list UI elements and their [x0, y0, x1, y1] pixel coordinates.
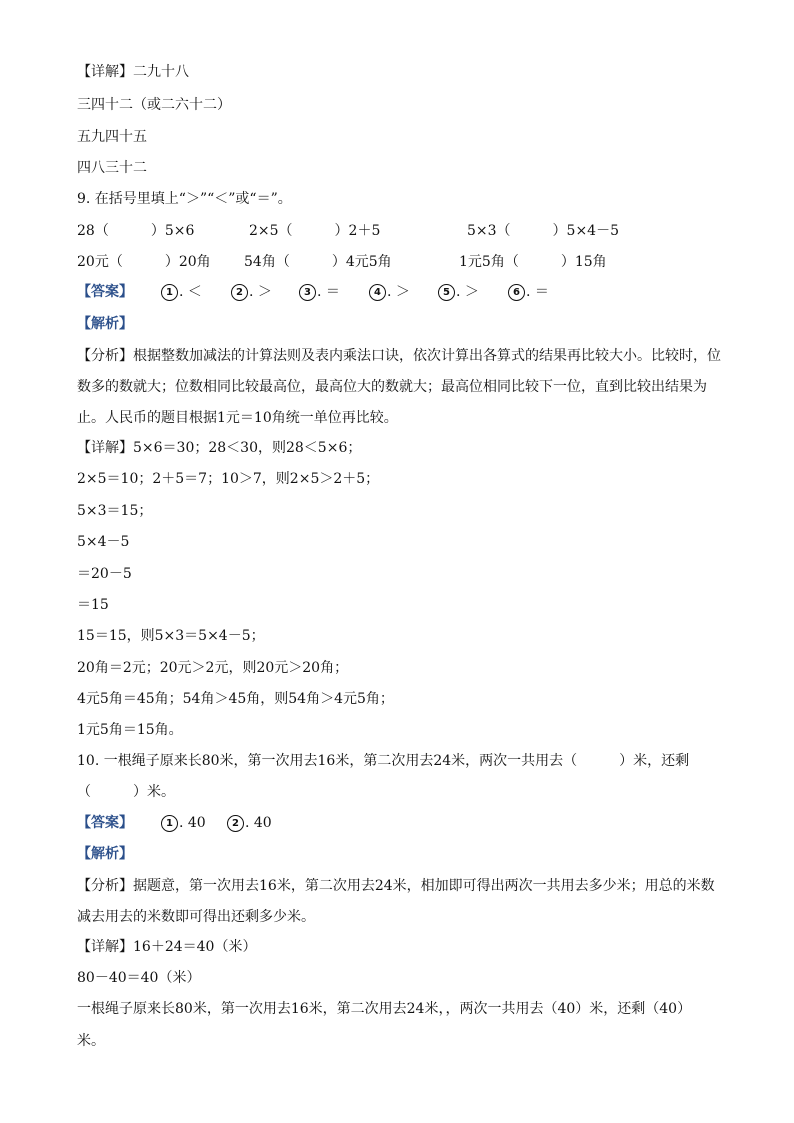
q9-blank-3: 5×3（ ）5×4－5 [467, 223, 619, 239]
q9-jiexi-tag: 【解析】 [77, 316, 133, 332]
circled-number-icon: 2 [227, 815, 244, 832]
q9-blank-4: 20元（ ）20角 [77, 254, 211, 270]
q9-answer-5: 5 . ＞ [438, 282, 479, 302]
q9-detail-2: 2×5＝10；2＋5＝7；10＞7，则2×5＞2＋5； [77, 471, 380, 487]
q9-detail-3: 5×3＝15； [77, 503, 153, 519]
circled-number-icon: 5 [438, 284, 455, 301]
q10-detail-4: 米。 [77, 1033, 105, 1049]
q10-stem-2: （ ）米。 [77, 784, 175, 800]
q10-answer-1: 1 . 40 [161, 813, 206, 833]
circled-number-icon: 2 [231, 284, 248, 301]
circled-number-icon: 6 [508, 284, 525, 301]
q9-detail-5: ＝20－5 [77, 566, 132, 582]
detail-line-1: 【详解】二九十八 [77, 64, 189, 80]
q9-blank-2: 2×5（ ）2＋5 [249, 223, 381, 239]
q9-answer-3: 3 . ＝ [299, 282, 340, 302]
circled-number-icon: 1 [161, 284, 178, 301]
q9-blank-5: 54角（ ）4元5角 [244, 254, 392, 270]
q10-analysis: 【分析】据题意，第一次用去16米，第二次用去24米，相加即可得出两次一共用去多少米；用总的米数减去用去的米数即可得出还剩多少米。 [77, 878, 715, 925]
q9-answer-2: 2 . ＞ [231, 282, 272, 302]
detail-line-2: 三四十二（或二六十二） [77, 97, 231, 113]
q9-detail-7: 15＝15，则5×3＝5×4－5； [77, 628, 265, 644]
q9-answer-4: 4 . ＞ [369, 282, 410, 302]
circled-number-icon: 4 [369, 284, 386, 301]
q9-blank-6: 1元5角（ ）15角 [459, 254, 607, 270]
q9-detail-4: 5×4－5 [77, 534, 130, 550]
q9-blank-1: 28（ ）5×6 [77, 223, 195, 239]
q10-answer-tag: 【答案】 [77, 815, 133, 831]
q9-detail-1: 【详解】5×6＝30；28＜30，则28＜5×6； [77, 440, 362, 456]
q10-detail-2: 80－40＝40（米） [77, 970, 201, 986]
q9-analysis: 【分析】根据整数加减法的计算法则及表内乘法口诀，依次计算出各算式的结果再比较大小。比较时，位数多的数就大；位数相同比较最高位，最高位大的数就大；最高位相同比较下一位，直到比较出结果为止。人民币的题目根据1元＝10角统一单位再比较。 [77, 348, 721, 426]
detail-line-3: 五九四十五 [77, 129, 147, 145]
q9-detail-6: ＝15 [77, 597, 109, 613]
q10-stem-1: 10. 一根绳子原来长80米，第一次用去16米，第二次用去24米，两次一共用去（ ）米，还剩 [77, 753, 690, 769]
q9-answer-6: 6 . ＝ [508, 282, 549, 302]
q9-detail-9: 4元5角＝45角；54角＞45角，则54角＞4元5角； [77, 691, 394, 707]
q10-detail-3: 一根绳子原来长80米，第一次用去16米，第二次用去24米，，两次一共用去（40）米，还剩（40） [77, 1001, 692, 1017]
q10-jiexi-tag: 【解析】 [77, 846, 133, 862]
circled-number-icon: 3 [299, 284, 316, 301]
q9-answer-tag: 【答案】 [77, 284, 133, 300]
q9-detail-10: 1元5角＝15角。 [77, 722, 183, 738]
circled-number-icon: 1 [161, 815, 178, 832]
q9-stem: 9. 在括号里填上“＞”“＜”或“＝”。 [77, 191, 292, 207]
q10-answer-2: 2 . 40 [227, 813, 272, 833]
q9-answer-1: 1 . ＜ [161, 282, 202, 302]
detail-line-4: 四八三十二 [77, 160, 147, 176]
q9-detail-8: 20角＝2元；20元＞2元，则20元＞20角； [77, 660, 349, 676]
q10-detail-1: 【详解】16＋24＝40（米） [77, 939, 257, 955]
